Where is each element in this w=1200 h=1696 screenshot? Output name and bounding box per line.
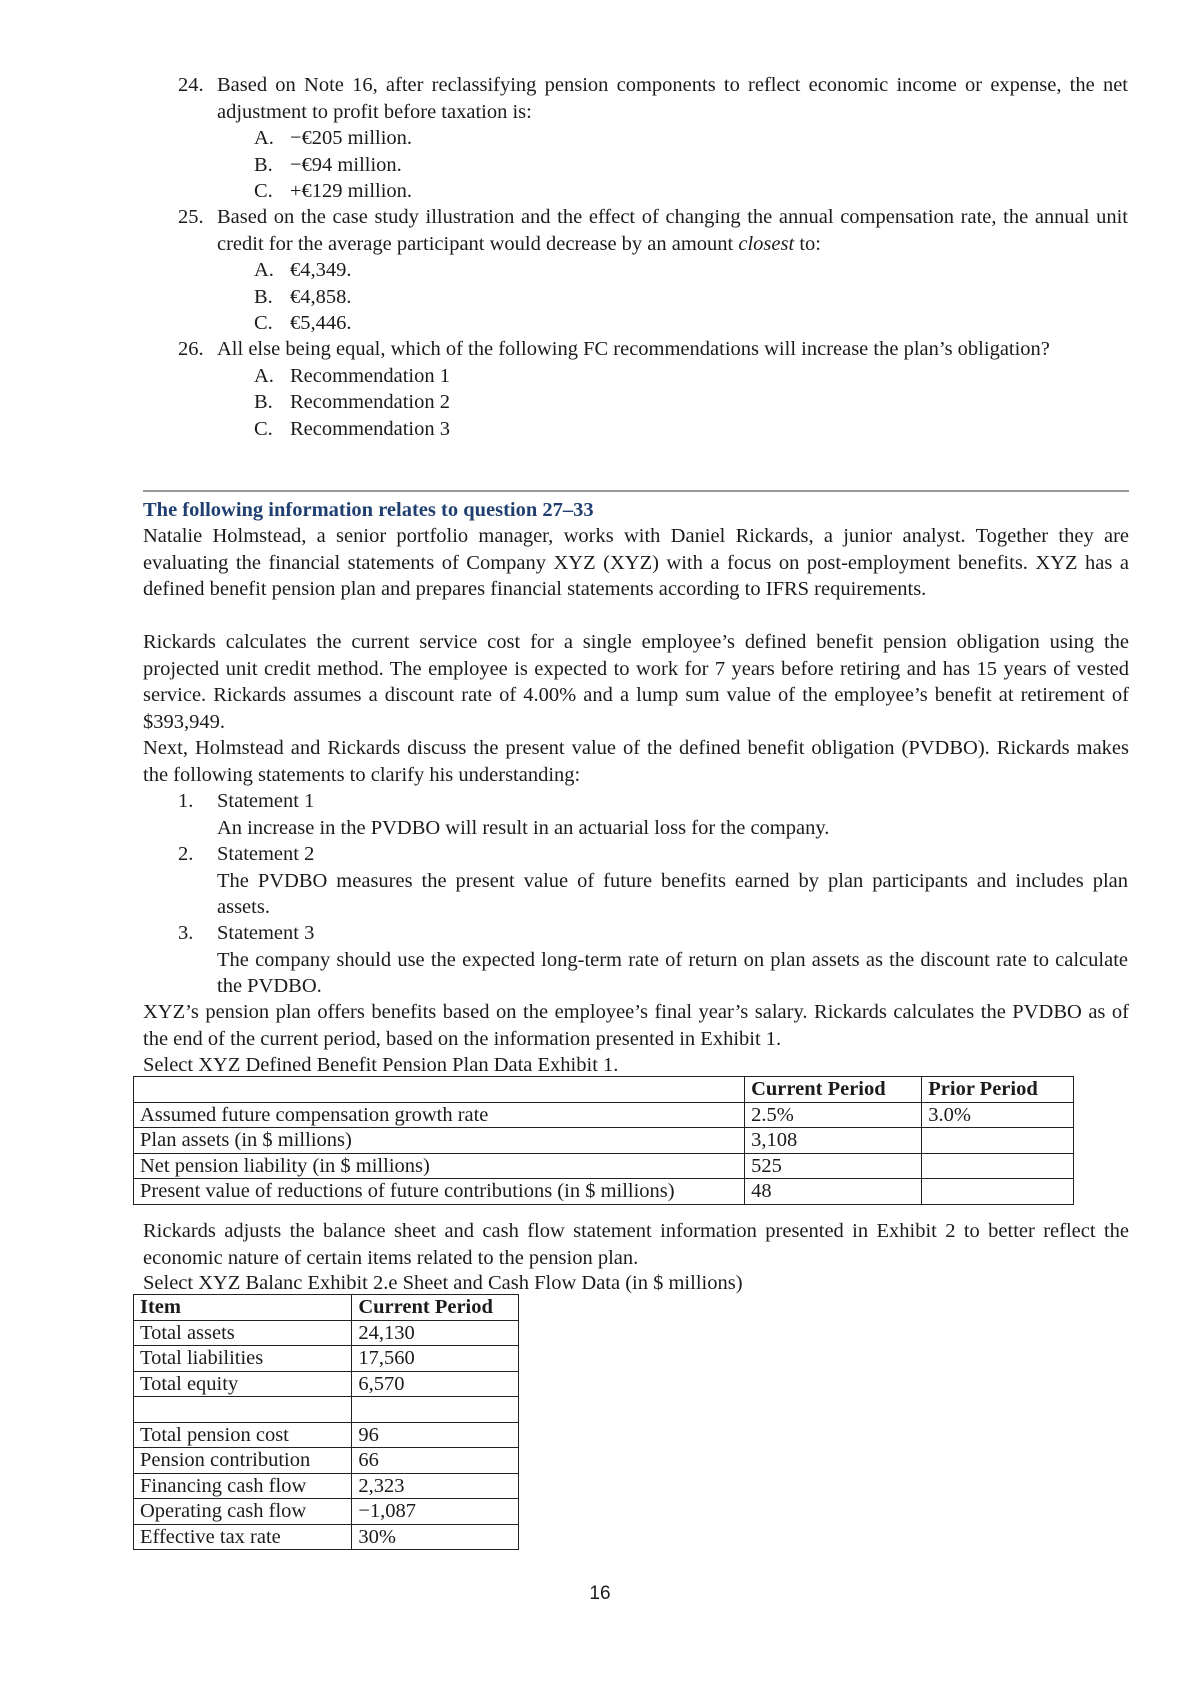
statement-1 bbox=[178, 788, 1128, 841]
option-text: €4,858. bbox=[290, 285, 352, 308]
option-text: Recommendation 3 bbox=[290, 417, 450, 440]
table-cell: Effective tax rate bbox=[134, 1524, 352, 1550]
table-cell: −1,087 bbox=[352, 1499, 519, 1525]
question-stem: Based on Note 16, after reclassifying pension components to reflect economic income or expense, the net adjustment to profit before taxation is: bbox=[217, 74, 1128, 123]
statement-body: An increase in the PVDBO will result in an actuarial loss for the company. bbox=[217, 816, 830, 839]
table-cell: Operating cash flow bbox=[134, 1499, 352, 1525]
table-row bbox=[134, 1102, 1074, 1128]
exhibit-1-caption: Select XYZ Defined Benefit Pension Plan Data Exhibit 1. bbox=[143, 1054, 619, 1076]
table-row bbox=[134, 1128, 1074, 1154]
answer-option[interactable] bbox=[254, 257, 1128, 284]
option-text: −€205 million. bbox=[290, 127, 413, 149]
case-paragraph-4: XYZ’s pension plan offers benefits based on the employee’s final year’s salary. Rickards calculates the PVDBO as of the end of the current period, based on the information presented in Exhibit 1. bbox=[143, 1001, 1129, 1050]
table-row-spacer bbox=[134, 1397, 519, 1423]
exhibit-2-caption: Select XYZ Balanc Exhibit 2.e Sheet and Cash Flow Data (in $ millions) bbox=[143, 1272, 743, 1294]
table-header-cell bbox=[134, 1077, 745, 1103]
table-cell: 525 bbox=[745, 1153, 922, 1179]
option-letter: C. bbox=[254, 180, 273, 202]
table-cell: Plan assets (in $ millions) bbox=[134, 1128, 745, 1154]
question-stem bbox=[217, 204, 1128, 257]
question-number: 24. bbox=[178, 74, 204, 96]
question-25 bbox=[178, 204, 1128, 337]
table-cell: 96 bbox=[352, 1422, 519, 1448]
statement-body: The PVDBO measures the present value of future benefits earned by plan participants and includes plan assets. bbox=[217, 869, 1128, 918]
table-row bbox=[134, 1524, 519, 1550]
table-header-cell: Item bbox=[134, 1295, 352, 1321]
table-cell: Present value of reductions of future contributions (in $ millions) bbox=[134, 1179, 745, 1205]
answer-options bbox=[254, 363, 1128, 443]
table-header-cell: Current Period bbox=[745, 1077, 922, 1103]
table-row bbox=[134, 1499, 519, 1525]
table-cell: 6,570 bbox=[352, 1371, 519, 1397]
option-letter: A. bbox=[254, 127, 274, 149]
statement-number: 3. bbox=[178, 922, 194, 944]
option-text: €4,349. bbox=[290, 259, 352, 281]
table-row bbox=[134, 1422, 519, 1448]
table-cell: 48 bbox=[745, 1179, 922, 1205]
answer-options bbox=[254, 257, 1128, 337]
table-cell: Total liabilities bbox=[134, 1346, 352, 1372]
case-paragraph-3: Next, Holmstead and Rickards discuss the present value of the defined benefit obligation (PVDBO). Rickards makes the following statements to clarify his understanding: bbox=[143, 737, 1129, 786]
table-row bbox=[134, 1371, 519, 1397]
table-row bbox=[134, 1473, 519, 1499]
table-cell bbox=[922, 1179, 1074, 1205]
statement-number: 1. bbox=[178, 790, 194, 812]
answer-option[interactable] bbox=[254, 416, 1128, 443]
table-header-row bbox=[134, 1077, 1074, 1103]
stem-text: to: bbox=[794, 232, 821, 255]
answer-option[interactable] bbox=[254, 178, 1128, 205]
option-text: −€94 million. bbox=[290, 153, 402, 176]
answer-option[interactable] bbox=[254, 152, 1128, 179]
answer-option[interactable] bbox=[254, 363, 1128, 390]
case-paragraph-5: Rickards adjusts the balance sheet and cash flow statement information presented in Exhibit 2 to better reflect the economic nature of certain items related to the pension plan. bbox=[143, 1220, 1129, 1269]
table-cell: Assumed future compensation growth rate bbox=[134, 1102, 745, 1128]
option-text: Recommendation 1 bbox=[290, 364, 450, 387]
table-cell: 3,108 bbox=[745, 1128, 922, 1154]
option-text: Recommendation 2 bbox=[290, 391, 450, 413]
stem-emphasis: closest bbox=[738, 232, 795, 255]
option-letter: A. bbox=[254, 259, 274, 281]
table-cell: 17,560 bbox=[352, 1346, 519, 1372]
statement-title: Statement 1 bbox=[217, 790, 315, 812]
question-number: 26. bbox=[178, 338, 204, 360]
question-stem: All else being equal, which of the following FC recommendations will increase the plan’s obligation? bbox=[217, 338, 1050, 360]
table-cell: Pension contribution bbox=[134, 1448, 352, 1474]
statement-3 bbox=[178, 920, 1128, 1000]
option-letter: B. bbox=[254, 153, 273, 176]
question-number: 25. bbox=[178, 206, 204, 228]
table-header-row bbox=[134, 1295, 519, 1321]
statement-2 bbox=[178, 841, 1128, 921]
option-letter: C. bbox=[254, 417, 273, 440]
answer-option[interactable] bbox=[254, 389, 1128, 416]
table-row bbox=[134, 1320, 519, 1346]
table-cell: Total pension cost bbox=[134, 1422, 352, 1448]
option-text: +€129 million. bbox=[290, 180, 413, 202]
option-letter: B. bbox=[254, 285, 273, 308]
table-cell: Financing cash flow bbox=[134, 1473, 352, 1499]
answer-option[interactable] bbox=[254, 125, 1128, 152]
table-cell: Total equity bbox=[134, 1371, 352, 1397]
table-cell: Net pension liability (in $ millions) bbox=[134, 1153, 745, 1179]
stem-text: Based on the case study illustration and the effect of changing the annual compensation rate, the annual unit credit for the average participant would decrease by an amount bbox=[217, 206, 1128, 255]
table-cell bbox=[134, 1397, 352, 1423]
table-cell: Total assets bbox=[134, 1320, 352, 1346]
statement-title: Statement 3 bbox=[217, 922, 315, 944]
table-cell bbox=[922, 1153, 1074, 1179]
table-cell: 2.5% bbox=[745, 1102, 922, 1128]
table-row bbox=[134, 1179, 1074, 1205]
table-cell bbox=[922, 1128, 1074, 1154]
table-row bbox=[134, 1448, 519, 1474]
table-cell: 24,130 bbox=[352, 1320, 519, 1346]
question-24 bbox=[178, 72, 1128, 205]
table-cell: 2,323 bbox=[352, 1473, 519, 1499]
answer-options bbox=[254, 125, 1128, 205]
table-row bbox=[134, 1346, 519, 1372]
table-header-cell: Prior Period bbox=[922, 1077, 1074, 1103]
answer-option[interactable] bbox=[254, 284, 1128, 311]
table-cell: 66 bbox=[352, 1448, 519, 1474]
page-number: 16 bbox=[589, 1583, 611, 1604]
table-cell: 30% bbox=[352, 1524, 519, 1550]
option-letter: A. bbox=[254, 364, 274, 387]
statement-title: Statement 2 bbox=[217, 843, 315, 865]
table-row bbox=[134, 1153, 1074, 1179]
table-cell: 3.0% bbox=[922, 1102, 1074, 1128]
question-26 bbox=[178, 336, 1128, 442]
case-paragraph-1: Natalie Holmstead, a senior portfolio manager, works with Daniel Rickards, a junior analyst. Together they are evaluating the financial statements of Company XYZ (XYZ) with a focus on post-employment benefits. XYZ has a defined benefit pension plan and prepares financial statements according to IFRS requirements. bbox=[143, 525, 1129, 600]
table-header-cell: Current Period bbox=[352, 1295, 519, 1321]
case-heading: The following information relates to question 27–33 bbox=[143, 499, 594, 521]
case-paragraph-2: Rickards calculates the current service cost for a single employee’s defined benefit pension obligation using the projected unit credit method. The employee is expected to work for 7 years before retiring and has 15 years of vested service. Rickards assumes a discount rate of 4.00% and a lump sum value of the employee’s benefit at retirement of $393,949. bbox=[143, 631, 1129, 733]
option-letter: C. bbox=[254, 312, 273, 334]
section-divider bbox=[143, 490, 1129, 492]
exhibit-1-table bbox=[133, 1076, 1074, 1205]
table-cell bbox=[352, 1397, 519, 1423]
exhibit-2-table bbox=[133, 1294, 519, 1550]
statement-body: The company should use the expected long-term rate of return on plan assets as the discount rate to calculate the PVDBO. bbox=[217, 948, 1128, 997]
option-letter: B. bbox=[254, 391, 273, 413]
statement-number: 2. bbox=[178, 843, 194, 865]
answer-option[interactable] bbox=[254, 310, 1128, 337]
option-text: €5,446. bbox=[290, 312, 352, 334]
